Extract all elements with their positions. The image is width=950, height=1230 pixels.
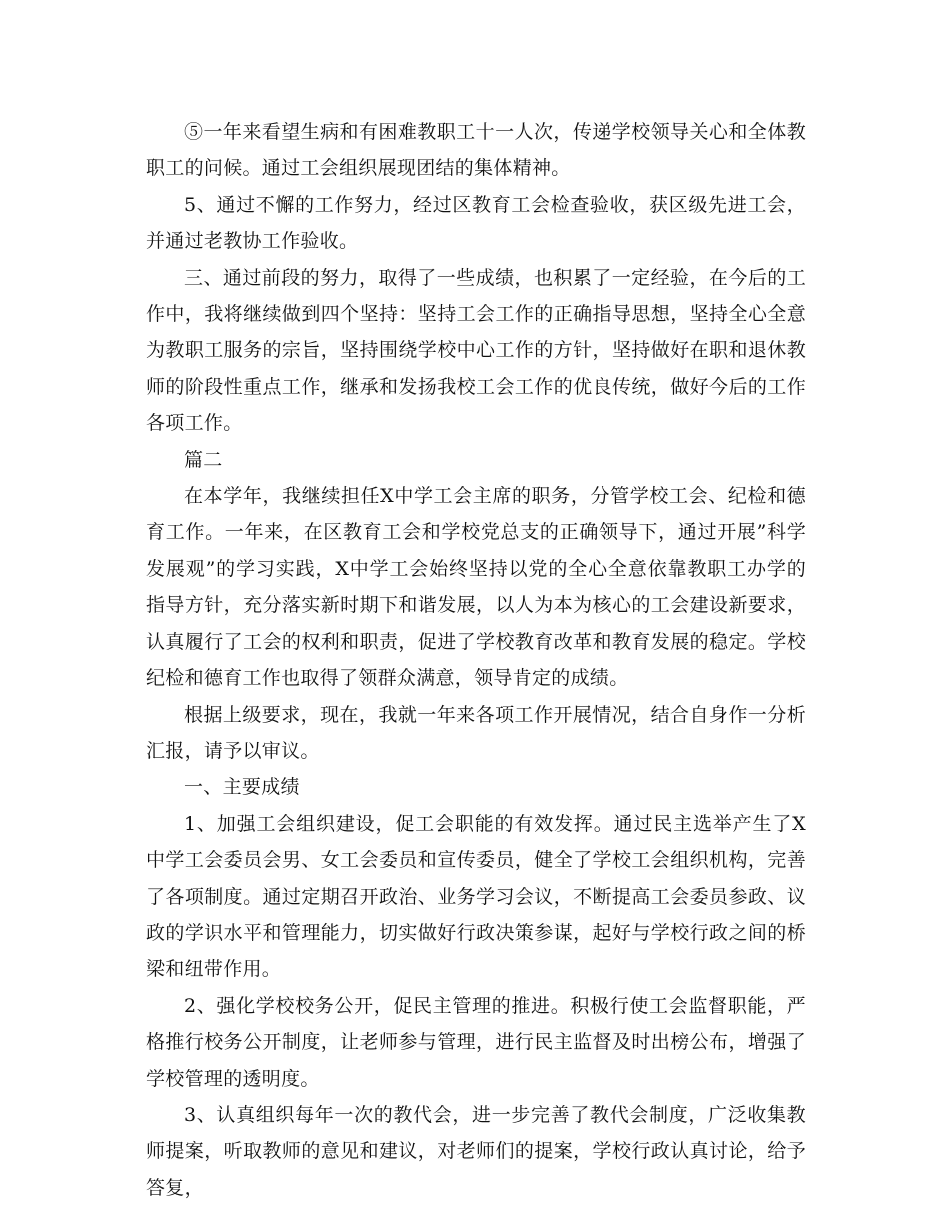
section-heading-part-two: 篇二 — [184, 448, 223, 471]
paragraph-advanced-union: 5、通过不懈的工作努力，经过区教育工会检查验收，获区级先进工会，并通过老教协工作验收。 — [146, 193, 806, 253]
document-body — [146, 114, 806, 1206]
paragraph-school-affairs-openness: 2、强化学校校务公开，促民主管理的推进。积极行使工会监督职能，严格推行校务公开制度，让老师参与管理，进行民主监督及时出榜公布，增强了学校管理的透明度。 — [146, 994, 806, 1090]
paragraph-report-request: 根据上级要求，现在，我就一年来各项工作开展情况，结合自身作一分析汇报，请予以审议。 — [146, 703, 806, 762]
paragraph-school-year-intro: 在本学年，我继续担任X中学工会主席的职务，分管学校工会、纪检和德育工作。一年来，在区教育工会和学校党总支的正确领导下，通过开展”科学发展观”的学习实践，X中学工会始终坚持以党的全心全意依靠教职工办学的指导方针，充分落实新时期下和谐发展，以人为本为核心的工会建设新要求，认真履行了工会的权利和职责，促进了学校教育改革和教育发展的稳定。学校纪检和德育工作也取得了领群众满意，领导肯定的成绩。 — [146, 485, 806, 690]
paragraph-four-persistences: 三、通过前段的努力，取得了一些成绩，也积累了一定经验，在今后的工作中，我将继续做到四个坚持：坚持工会工作的正确指导思想，坚持全心全意为教职工服务的宗旨，坚持围绕学校中心工作的方针，坚持做好在职和退休教师的阶段性重点工作，继承和发扬我校工会工作的优良传统，做好今后的工作各项工作。 — [146, 266, 806, 435]
paragraph-care-visits: ⑤一年来看望生病和有困难教职工十一人次，传递学校领导关心和全体教职工的问候。通过工会组织展现团结的集体精神。 — [146, 121, 806, 180]
section-heading-main-achievements: 一、主要成绩 — [184, 776, 300, 799]
paragraph-organization-building: 1、加强工会组织建设，促工会职能的有效发挥。通过民主选举产生了X中学工会委员会男、女工会委员和宣传委员，健全了学校工会组织机构，完善了各项制度。通过定期召开政治、业务学习会议，不断提高工会委员参政、议政的学识水平和管理能力，切实做好行政决策参谋，起好与学校行政之间的桥梁和纽带作用。 — [146, 812, 806, 981]
paragraph-staff-congress: 3、认真组织每年一次的教代会，进一步完善了教代会制度，广泛收集教师提案，听取教师的意见和建议，对老师们的提案，学校行政认真讨论，给予答复， — [146, 1103, 806, 1199]
